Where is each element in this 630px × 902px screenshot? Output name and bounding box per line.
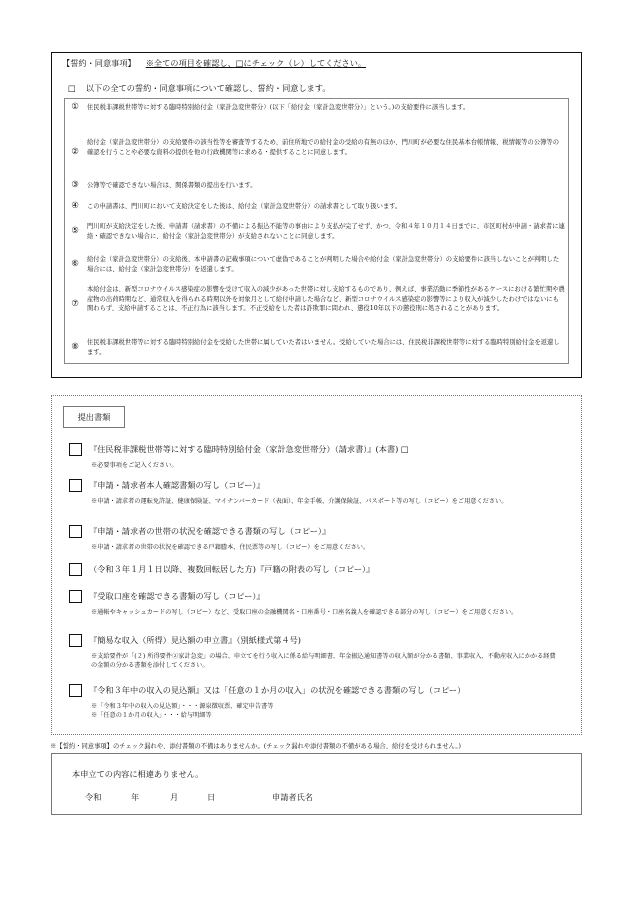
applicant-name-label: 申請者氏名: [272, 792, 313, 802]
pledge-item-text: 給付金（家計急変世帯分）の支給後、本申請書の記載事項について虚偽であることが判明した場合や給付金（家計急変世帯分）の支給要件に該当しないことが判明した場合には、給付金（家計急変世帯分）を返還します。: [87, 256, 560, 273]
document-note: ※「令和３年中の収入の見込額」・・・源泉徴収票、確定申告書等 ※「任意の１か月の収入」・・・給与明細等: [91, 703, 274, 719]
pledge-item-text: 住民税非課税世帯等に対する臨時特別給付金（家計急変世帯分）(以下「給付金（家計急変世帯分）」という。)の支給要件に該当します。: [87, 104, 470, 111]
agree-all-checkbox[interactable]: □: [68, 83, 76, 93]
pledge-item-text: 給付金（家計急変世帯分）の支給要件の該当性等を審査等するため、前住所地での給付金の受給の有無のほか、門川町が必要な住民基本台帳情報、税情報等の公簿等の確認を行うことや必要な資料の提供を他の行政機関等に求める・提供することに同意します。: [87, 139, 560, 156]
pledge-item-text: この申請書は、門川町において支給決定をした後は、給付金（家計急変世帯分）の請求書として取り扱います。: [87, 203, 402, 210]
confirmation-text: 本申立ての内容に相違ありません。: [72, 769, 204, 779]
document-checkbox[interactable]: [69, 634, 82, 647]
pledge-item-text: 住民税非課税世帯等に対する臨時特別給付金を受給した世帯に属していた者はいません。受給していた場合には、住民税非課税世帯等に対する臨時特別給付金を返還します。: [87, 339, 560, 356]
document-title: 『住民税非課税世帯等に対する臨時特別給付金（家計急変世帯分）（請求書）』(本書) □: [89, 444, 409, 454]
pledge-item-number: ③: [71, 180, 79, 190]
pledge-item-number: ④: [71, 201, 79, 211]
document-checkbox[interactable]: [69, 563, 82, 576]
pledge-item-text: 門川町が支給決定をした後、申請書（請求書）の不備による振込不能等の事由により支払が完了せず、かつ、令和４年１０月１４日までに、市区町村が申請・請求者に連絡・確認できない場合に、給付金（家計急変世帯分）が支給されないことに同意します。: [87, 223, 565, 240]
confirmation-section: [51, 753, 582, 815]
date-month: 月: [170, 792, 179, 802]
pledge-header: [62, 58, 366, 69]
document-checkbox[interactable]: [69, 525, 82, 538]
document-title: 『申請・請求者本人確認書類の写し（コピー）』: [89, 480, 265, 490]
document-note: ※申請・請求者の運転免許証、健康保険証、マイナンバーカード（表面）、年金手帳、介護保険証、パスポート等の写し（コピー）をご用意ください。: [91, 498, 508, 505]
pledge-item-text: 本給付金は、新型コロナウイルス感染症の影響を受けて収入の減少があった世帯に対し支給するものであり、例えば、事業活動に季節性があるケースにおける繁忙期や農産物の出荷時期など、通常収入を得られる時期以外を対象月として給付申請した場合など、新型コロナウイルス感染症の影響等により収入が減少したわけではないにも関わらず、支給申請することは、不正行為に該当します。不正受給をした者は詐欺罪に問われ、懲役10年以下の懲役刑に処されることがあります。: [87, 286, 565, 312]
pledge-item-number: ⑧: [71, 342, 79, 352]
document-note: ※申請・請求者の世帯の状況を確認できる戸籍謄本、住民票等の写し（コピー）をご用意ください。: [91, 544, 370, 551]
pledge-instruction: ※全ての項目を確認し、□にチェック（レ）してください。: [145, 58, 367, 68]
document-title: 『令和３年中の収入の見込額』又は「任意の１か月の収入」の状況を確認できる書類の写し（コピー）: [89, 685, 466, 695]
document-title: （令和３年１月１日以降、複数回転居した方)『戸籍の附表の写し（コピー）』: [89, 564, 375, 574]
document-note: ※通帳やキャッシュカードの写し（コピー）など、受取口座の金融機関名・口座番号・口座名義人を確認できる部分の写し（コピー）をご用意ください。: [91, 609, 518, 616]
pledge-item-number: ⑥: [71, 259, 79, 269]
agree-all-text: 以下の全ての誓約・同意事項について確認し、誓約・同意します。: [85, 83, 331, 93]
footnote: ※【誓約・同意事項】のチェック漏れや、添付書類の不備はありませんか。(チェック漏れや添付書類の不備がある場合、給付を受けられません。): [50, 743, 461, 750]
pledge-item-number: ⑤: [71, 226, 79, 236]
pledge-item-number: ①: [71, 102, 79, 112]
pledge-item-number: ⑦: [71, 299, 79, 309]
document-title: 『受取口座を確認できる書類の写し（コピー）』: [89, 591, 265, 601]
document-checkbox[interactable]: [69, 479, 82, 492]
pledge-item-number: ②: [71, 147, 79, 157]
date-era: 令和: [85, 792, 102, 802]
document-note: ※必要事項をご記入ください。: [91, 462, 178, 469]
document-checkbox[interactable]: [69, 684, 82, 697]
document-title: 『簡易な収入（所得）見込額の申立書』（別紙様式第４号): [89, 635, 301, 645]
document-checkbox[interactable]: [69, 443, 82, 456]
document-checkbox[interactable]: [69, 590, 82, 603]
pledge-label: 【誓約・同意事項】: [62, 58, 136, 68]
pledge-item-text: 公簿等で確認できない場合は、関係書類の提出を行います。: [87, 182, 257, 189]
date-year: 年: [131, 792, 140, 802]
agree-all-row: [68, 83, 331, 94]
document-note: ※支給要件が「(２) 所得要件②家計急変」の場合、申立てを行う収入に係る給与明細書、年金振込通知書等の収入額が分かる書類、事業収入、不動産収入にかかる経費の金額の分かる書類を添付してください。: [91, 653, 556, 669]
document-title: 『申請・請求者の世帯の状況を確認できる書類の写し（コピー）』: [89, 526, 331, 536]
documents-label: 提出書類: [63, 406, 125, 428]
date-day: 日: [207, 792, 216, 802]
